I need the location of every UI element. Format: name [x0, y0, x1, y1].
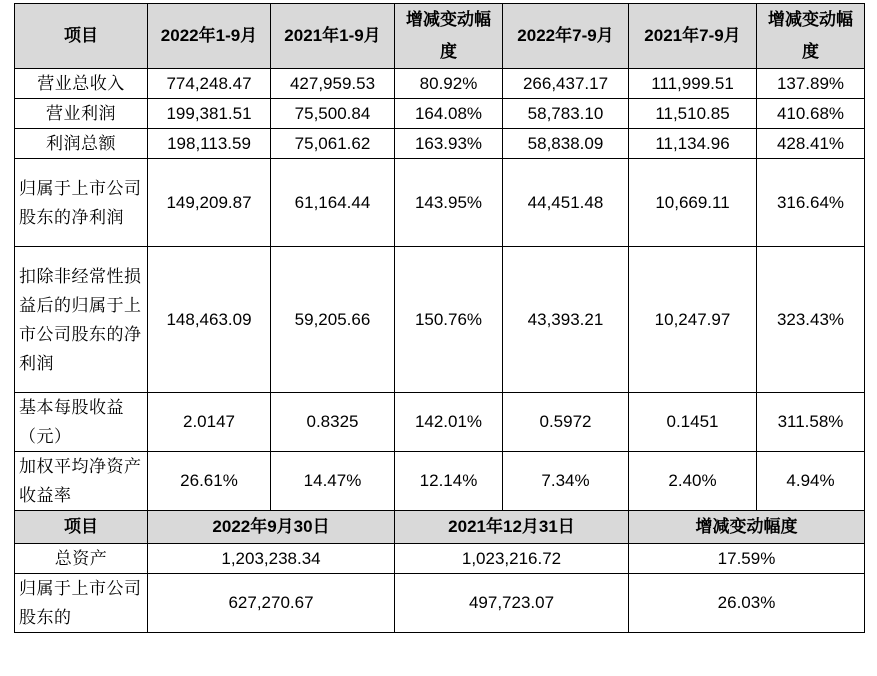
table-cell: 17.59%: [629, 544, 865, 574]
table-cell: 10,669.11: [629, 159, 757, 247]
row-label: 基本每股收益（元）: [15, 393, 148, 452]
table-cell: 44,451.48: [503, 159, 629, 247]
table-cell: 14.47%: [271, 452, 395, 511]
header-item: 项目: [15, 511, 148, 544]
row-label: 总资产: [15, 544, 148, 574]
header-change-balance: 增减变动幅度: [629, 511, 865, 544]
table-cell: 323.43%: [757, 247, 865, 393]
table-cell: 164.08%: [395, 99, 503, 129]
table-cell: 75,061.62: [271, 129, 395, 159]
row-label: 营业利润: [15, 99, 148, 129]
table-row: [15, 574, 865, 633]
table-cell: 410.68%: [757, 99, 865, 129]
table-cell: 1,203,238.34: [148, 544, 395, 574]
table-cell: 2.40%: [629, 452, 757, 511]
table-cell: 198,113.59: [148, 129, 271, 159]
table-cell: 427,959.53: [271, 69, 395, 99]
table-cell: 199,381.51: [148, 99, 271, 129]
table-cell: 43,393.21: [503, 247, 629, 393]
table-cell: 142.01%: [395, 393, 503, 452]
header-2022-jan-sep: 2022年1-9月: [148, 4, 271, 69]
header-2021-dec-31: 2021年12月31日: [395, 511, 629, 544]
table-cell: 11,134.96: [629, 129, 757, 159]
table-cell: 0.5972: [503, 393, 629, 452]
table-cell: 11,510.85: [629, 99, 757, 129]
table-row: [15, 159, 865, 247]
table-cell: 627,270.67: [148, 574, 395, 633]
row-label: 营业总收入: [15, 69, 148, 99]
table-cell: 497,723.07: [395, 574, 629, 633]
header-2021-jul-sep: 2021年7-9月: [629, 4, 757, 69]
table-cell: 150.76%: [395, 247, 503, 393]
table-cell: 0.8325: [271, 393, 395, 452]
table-cell: 266,437.17: [503, 69, 629, 99]
table-cell: 75,500.84: [271, 99, 395, 129]
table-cell: 311.58%: [757, 393, 865, 452]
table-cell: 10,247.97: [629, 247, 757, 393]
table-cell: 148,463.09: [148, 247, 271, 393]
table-cell: 7.34%: [503, 452, 629, 511]
table-cell: 137.89%: [757, 69, 865, 99]
table-cell: 428.41%: [757, 129, 865, 159]
row-label: 归属于上市公司股东的: [15, 574, 148, 633]
table-row: [15, 452, 865, 511]
table-cell: 1,023,216.72: [395, 544, 629, 574]
table-cell: 58,838.09: [503, 129, 629, 159]
table-row: [15, 247, 865, 393]
header-change-q3: 增减变动幅度: [757, 4, 865, 69]
table-cell: 149,209.87: [148, 159, 271, 247]
table-cell: 61,164.44: [271, 159, 395, 247]
row-label: 归属于上市公司股东的净利润: [15, 159, 148, 247]
table-cell: 58,783.10: [503, 99, 629, 129]
header-item: 项目: [15, 4, 148, 69]
row-label: 利润总额: [15, 129, 148, 159]
table-cell: 2.0147: [148, 393, 271, 452]
table-cell: 26.03%: [629, 574, 865, 633]
header-change-ytd: 增减变动幅度: [395, 4, 503, 69]
table-cell: 26.61%: [148, 452, 271, 511]
table-row: [15, 544, 865, 574]
table-cell: 111,999.51: [629, 69, 757, 99]
balance-header-row: [15, 511, 865, 544]
row-label: 加权平均净资产收益率: [15, 452, 148, 511]
table-cell: 774,248.47: [148, 69, 271, 99]
table-cell: 4.94%: [757, 452, 865, 511]
table-cell: 12.14%: [395, 452, 503, 511]
header-2022-jul-sep: 2022年7-9月: [503, 4, 629, 69]
table-row: [15, 99, 865, 129]
table-cell: 163.93%: [395, 129, 503, 159]
table-row: [15, 69, 865, 99]
table-row: [15, 129, 865, 159]
table-cell: 143.95%: [395, 159, 503, 247]
header-2022-sep-30: 2022年9月30日: [148, 511, 395, 544]
row-label: 扣除非经常性损益后的归属于上市公司股东的净利润: [15, 247, 148, 393]
header-2021-jan-sep: 2021年1-9月: [271, 4, 395, 69]
table-row: [15, 393, 865, 452]
table-cell: 0.1451: [629, 393, 757, 452]
table-header-row: [15, 4, 865, 69]
table-cell: 80.92%: [395, 69, 503, 99]
financial-summary-table: [14, 3, 865, 633]
table-cell: 59,205.66: [271, 247, 395, 393]
table-cell: 316.64%: [757, 159, 865, 247]
